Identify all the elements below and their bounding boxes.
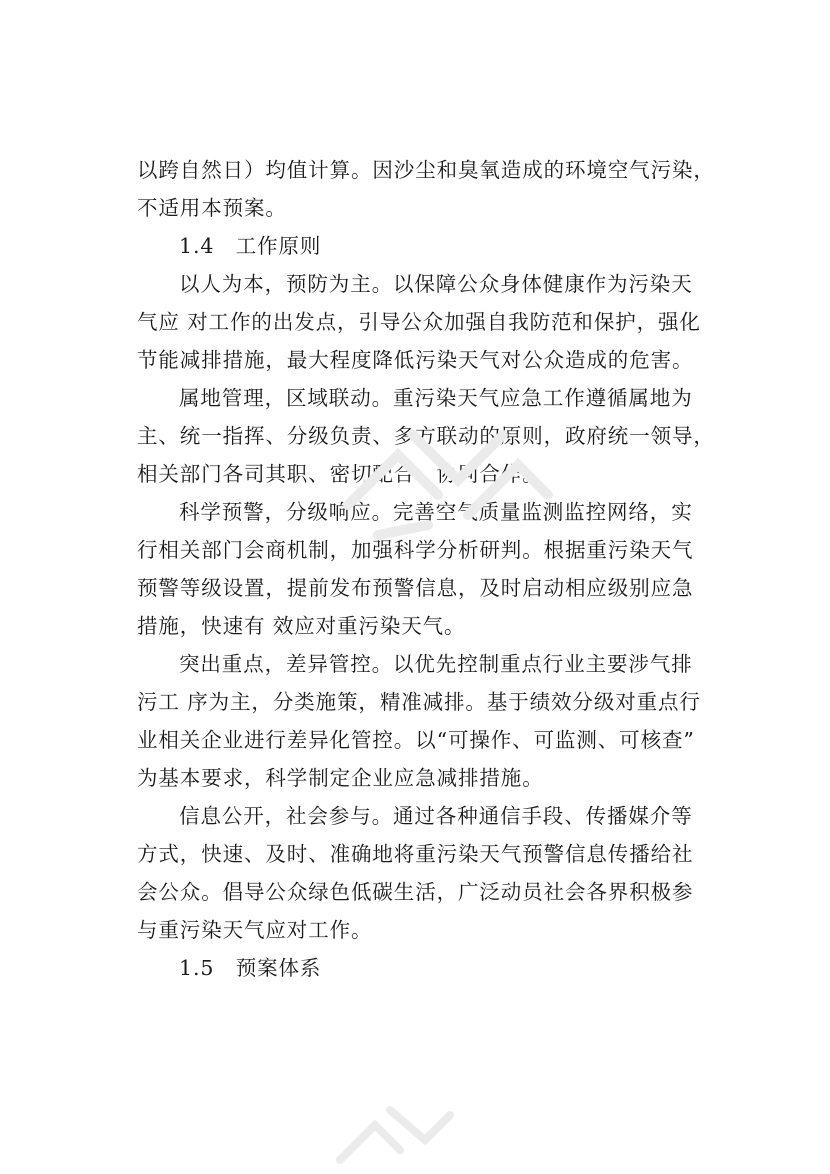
text-line: 节能减排措施，最大程度降低污染天气对公众造成的危害。 (137, 348, 694, 372)
text-line: 业相关企业进行差异化管控。以“可操作、可监测、可核查” (137, 728, 695, 752)
text-line: 主、统一指挥、分级负责、多方联动的原则，政府统一领导， (137, 424, 715, 448)
text-line: 为基本要求，科学制定企业应急减排措施。 (137, 766, 544, 790)
paragraph-start: 以人为本，预防为主。以保障公众身体健康作为污染天 (179, 272, 693, 296)
text-line: 措施，快速有 效应对重污染天气。 (137, 614, 466, 638)
paragraph-start: 属地管理，区域联动。重污染天气应急工作遵循属地为 (179, 386, 693, 410)
paragraph-start: 突出重点，差异管控。以优先控制重点行业主要涉气排 (179, 652, 693, 676)
text-line: 相关部门各司其职、密切配合、协同合作。 (137, 462, 544, 486)
text-line: 预警等级设置，提前发布预警信息，及时启动相应级别应急 (137, 576, 694, 600)
document-body (137, 151, 719, 987)
text-line: 方式，快速、及时、准确地将重污染天气预警信息传播给社 (137, 842, 694, 866)
paragraph-start: 科学预警，分级响应。完善空气质量监测监控网络，实 (179, 500, 693, 524)
paragraph-start: 信息公开，社会参与。通过各种通信手段、传播媒介等 (179, 804, 693, 828)
text-line: 污工 序为主，分类施策，精准减排。基于绩效分级对重点行 (137, 690, 701, 714)
text-line: 会公众。倡导公众绿色低碳生活，广泛动员社会各界积极参 (137, 880, 694, 904)
section-heading-1-5: 1.5 预案体系 (179, 956, 322, 980)
text-line: 不适用本预案。 (137, 196, 287, 220)
text-line: 与重污染天气应对工作。 (137, 918, 373, 942)
watermark-graphic-bottom (330, 1080, 460, 1174)
text-line: 行相关部门会商机制，加强科学分析研判。根据重污染天气 (137, 538, 694, 562)
section-heading-1-4: 1.4 工作原则 (179, 234, 322, 258)
text-line: 以跨自然日）均值计算。因沙尘和臭氧造成的环境空气污染， (137, 158, 715, 182)
text-line: 气应 对工作的出发点，引导公众加强自我防范和保护，强化 (137, 310, 701, 334)
